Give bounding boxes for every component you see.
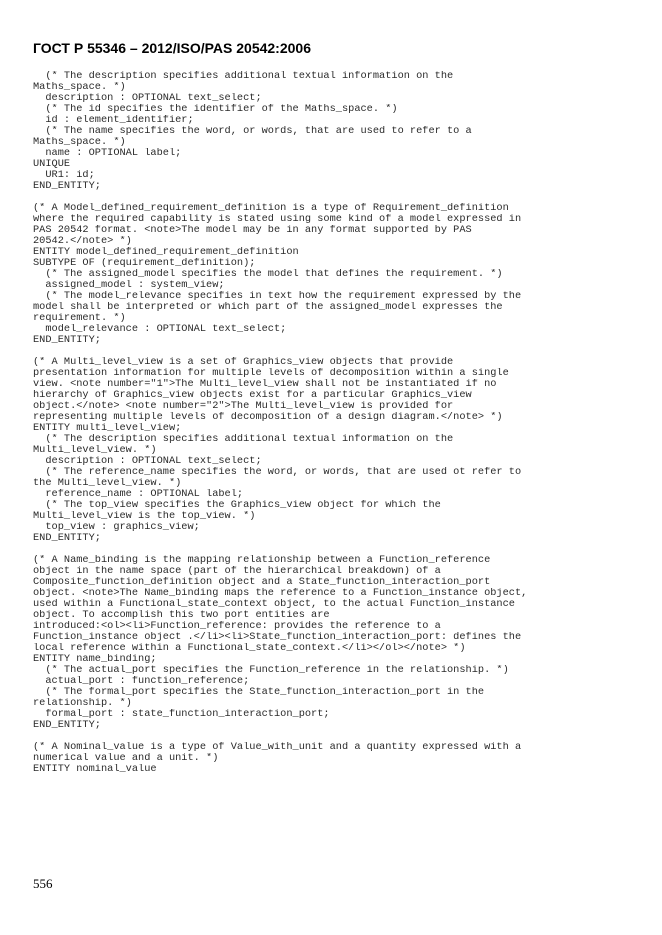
code-line: assigned_model : system_view; <box>33 280 225 291</box>
code-line: hierarchy of Graphics_view objects exist for a particular Graphics_view <box>33 390 472 401</box>
code-line: (* The id specifies the identifier of the Maths_space. *) <box>33 104 398 115</box>
code-line: (* A Multi_level_view is a set of Graphics_view objects that provide <box>33 357 454 368</box>
code-line: (* The description specifies additional textual information on the <box>33 434 454 445</box>
code-line: where the required capability is stated using some kind of a model expressed in <box>33 214 522 225</box>
code-line: Maths_space. *) <box>33 82 126 93</box>
code-line: (* A Name_binding is the mapping relationship between a Function_reference <box>33 555 491 566</box>
page-header-title: ГОСТ Р 55346 – 2012/ISO/PAS 20542:2006 <box>33 40 311 56</box>
code-line: object in the name space (part of the hierarchical breakdown) of a <box>33 566 441 577</box>
code-line: ENTITY nominal_value <box>33 764 157 775</box>
code-line: PAS 20542 format. <note>The model may be in any format supported by PAS <box>33 225 472 236</box>
code-line: representing multiple levels of decomposition of a design diagram.</note> *) <box>33 412 503 423</box>
code-line: ENTITY name_binding; <box>33 654 157 665</box>
code-line: (* The name specifies the word, or words, that are used to refer to a <box>33 126 472 137</box>
code-line: requirement. *) <box>33 313 126 324</box>
code-line: ENTITY multi_level_view; <box>33 423 182 434</box>
code-line: description : OPTIONAL text_select; <box>33 456 262 467</box>
code-line: reference_name : OPTIONAL label; <box>33 489 244 500</box>
code-line: model_relevance : OPTIONAL text_select; <box>33 324 287 335</box>
code-line: description : OPTIONAL text_select; <box>33 93 262 104</box>
code-line: Composite_function_definition object and a State_function_interaction_port <box>33 577 491 588</box>
code-line: UNIQUE <box>33 159 71 170</box>
code-line <box>33 192 633 203</box>
code-line: Maths_space. *) <box>33 137 126 148</box>
code-line: Multi_level_view is the top_view. *) <box>33 511 256 522</box>
code-line: formal_port : state_function_interaction_port; <box>33 709 330 720</box>
code-line: object. To accomplish this two port entities are <box>33 610 330 621</box>
code-line: used within a Functional_state_context object, to the actual Function_instance <box>33 599 515 610</box>
code-line <box>33 731 633 742</box>
code-line: (* The reference_name specifies the word, or words, that are used ot refer to <box>33 467 522 478</box>
code-line: object.</note> <note number="2">The Multi_level_view is provided for <box>33 401 454 412</box>
code-line: (* The top_view specifies the Graphics_view object for which the <box>33 500 441 511</box>
code-line: introduced:<ol><li>Function_reference: provides the reference to a <box>33 621 441 632</box>
code-line: (* A Model_defined_requirement_definition is a type of Requirement_definition <box>33 203 509 214</box>
code-line: (* The assigned_model specifies the model that defines the requirement. *) <box>33 269 503 280</box>
code-line: numerical value and a unit. *) <box>33 753 219 764</box>
code-line: id : element_identifier; <box>33 115 194 126</box>
code-line: (* The model_relevance specifies in text how the requirement expressed by the <box>33 291 522 302</box>
code-line: END_ENTITY; <box>33 533 101 544</box>
code-line: END_ENTITY; <box>33 181 101 192</box>
code-line: 20542.</note> *) <box>33 236 132 247</box>
code-line: model shall be interpreted or which part of the assigned_model expresses the <box>33 302 503 313</box>
code-line: END_ENTITY; <box>33 720 101 731</box>
code-line: END_ENTITY; <box>33 335 101 346</box>
code-line: (* The description specifies additional textual information on the <box>33 71 454 82</box>
code-line: (* The formal_port specifies the State_function_interaction_port in the <box>33 687 485 698</box>
code-line: name : OPTIONAL label; <box>33 148 182 159</box>
code-line: actual_port : function_reference; <box>33 676 250 687</box>
code-line: ENTITY model_defined_requirement_definition <box>33 247 299 258</box>
code-line: (* A Nominal_value is a type of Value_with_unit and a quantity expressed with a <box>33 742 522 753</box>
code-line <box>33 544 633 555</box>
code-line: presentation information for multiple levels of decomposition within a single <box>33 368 509 379</box>
code-line: Multi_level_view. *) <box>33 445 157 456</box>
code-line <box>33 346 633 357</box>
code-line: UR1: id; <box>33 170 95 181</box>
code-line: Function_instance object .</li><li>State_function_interaction_port: defines the <box>33 632 522 643</box>
code-line: SUBTYPE OF (requirement_definition); <box>33 258 256 269</box>
code-line: relationship. *) <box>33 698 132 709</box>
page-number: 556 <box>33 876 53 891</box>
express-code-listing <box>33 71 633 775</box>
code-line: view. <note number="1">The Multi_level_view shall not be instantiated if no <box>33 379 497 390</box>
code-line: top_view : graphics_view; <box>33 522 200 533</box>
code-line: the Multi_level_view. *) <box>33 478 182 489</box>
code-line: (* The actual_port specifies the Function_reference in the relationship. *) <box>33 665 509 676</box>
code-line: local reference within a Functional_state_context.</li></ol></note> *) <box>33 643 466 654</box>
code-line: object. <note>The Name_binding maps the reference to a Function_instance object, <box>33 588 528 599</box>
